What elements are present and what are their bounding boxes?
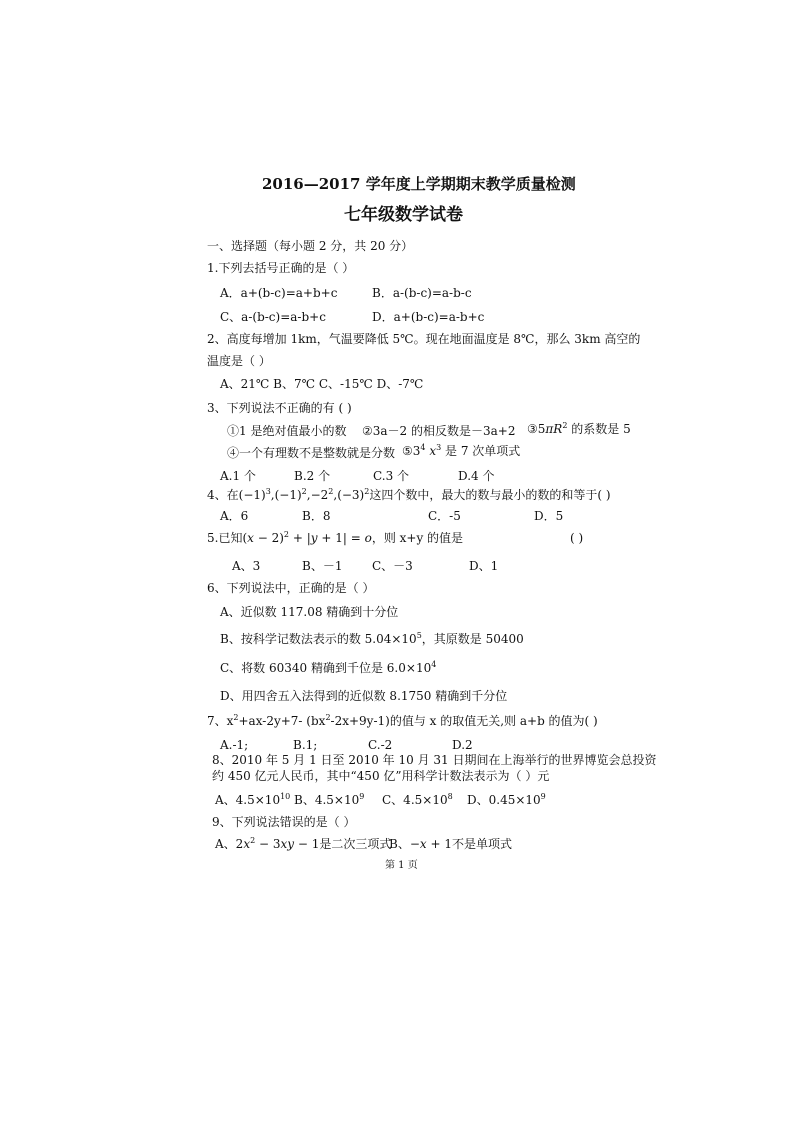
q9-option-b: B、−x + 1不是单项式: [389, 837, 513, 851]
question-2-stem-line2: 温度是（ ）: [207, 354, 271, 368]
question-8-stem-line2: 约 450 亿元人民币，其中“450 亿”用科学计数法表示为（ ）元: [212, 769, 550, 783]
q7-option-b: B.1;: [293, 738, 318, 752]
page-number: 第 1 页: [385, 860, 418, 871]
q6-option-d: D、用四舍五入法得到的近似数 8.1750 精确到千分位: [220, 689, 508, 703]
q7-option-c: C.-2: [368, 738, 393, 752]
exam-subtitle: 七年级数学试卷: [344, 205, 463, 225]
q9-option-a: A、$2x^2 - 3xy - 1$是二次三项式: [215, 836, 392, 851]
q6-option-c: C、将数 60340 精确到千位是 $6.0\times 10^4$: [220, 660, 437, 675]
question-3-stem: 3、下列说法不正确的有 ( ): [207, 401, 352, 415]
q3-statement-2: ②3a－2 的相反数是－3a+2: [362, 424, 516, 438]
q1-option-b: B．a-(b-c)=a-b-c: [372, 286, 472, 300]
question-7-stem: 7、$x^2+ax-2y+7-$ $(bx^2-2x+9y-1)$的值与 x 的取值无关,则 a+b 的值为( ): [207, 713, 598, 728]
q6-option-a: A、近似数 117.08 精确到十分位: [220, 605, 399, 619]
q1-option-c: C、a-(b-c)=a-b+c: [220, 310, 326, 324]
q2-options: A、21℃ B、7℃ C、-15℃ D、-7℃: [220, 377, 424, 391]
q1-option-a: A．a+(b-c)=a+b+c: [220, 286, 338, 300]
q3-statement-5: $⑤3^4$ $x^3$ 是 7 次单项式: [402, 443, 521, 458]
q3-statement-3: $③5\pi R^2$ 的系数是 5: [527, 421, 631, 436]
q5-option-c: C、－3: [372, 559, 413, 573]
q8-option-b: B、$4.5\times 10^9$: [294, 792, 365, 807]
q7-option-a: A.-1;: [220, 738, 249, 752]
q8-option-c: C、$4.5\times 10^8$: [382, 792, 453, 807]
q4-option-d: D．5: [534, 509, 564, 523]
exam-title: 2016—2017 学年度上学期期末教学质量检测: [262, 175, 576, 193]
question-5-stem: 5.已知$(x - 2)^2 + |y + 1| = o$，则 x+y 的值是: [207, 530, 464, 545]
q5-option-d: D、1: [469, 559, 499, 573]
q8-option-a: A、$4.5\times 10^{10}$: [215, 792, 291, 807]
q7-option-d: D.2: [452, 738, 473, 752]
q3-option-d: D.4 个: [458, 469, 495, 483]
q3-option-c: C.3 个: [373, 469, 410, 483]
question-9-stem: 9、下列说法错误的是（ ）: [212, 815, 356, 829]
section-heading: 一、选择题（每小题 2 分，共 20 分）: [207, 239, 414, 253]
q3-statement-4: ④一个有理数不是整数就是分数: [227, 446, 396, 460]
q1-option-d: D．a+(b-c)=a-b+c: [372, 310, 485, 324]
q3-option-b: B.2 个: [294, 469, 331, 483]
q4-option-a: A．6: [220, 509, 249, 523]
q4-option-c: C．-5: [428, 509, 461, 523]
q5-answer-paren: ( ): [570, 531, 584, 545]
question-8-stem-line1: 8、2010 年 5 月 1 日至 2010 年 10 月 31 日期间在上海举行的世界博览会总投资: [212, 753, 657, 767]
q3-statement-1: ①1 是绝对值最小的数: [227, 424, 347, 438]
q8-option-d: D、$0.45\times 10^9$: [467, 792, 546, 807]
question-2-stem-line1: 2、高度每增加 1km，气温要降低 5℃。现在地面温度是 8℃，那么 3km 高空的: [207, 332, 641, 346]
q3-option-a: A.1 个: [220, 469, 256, 483]
q4-option-b: B．8: [302, 509, 331, 523]
q5-option-b: B、－1: [302, 559, 343, 573]
question-1-stem: 1.下列去括号正确的是（ ）: [207, 261, 355, 275]
q6-option-b: B、按科学记数法表示的数 $5.04\times 10^5$，其原数是 50400: [220, 631, 524, 646]
q5-option-a: A、3: [232, 559, 261, 573]
question-6-stem: 6、下列说法中，正确的是（ ）: [207, 581, 375, 595]
question-4-stem: 4、在$(-1)^3,(-1)^2,-2^2,(-3)^2$这四个数中，最大的数与最小的数的和等于( ): [207, 487, 611, 502]
